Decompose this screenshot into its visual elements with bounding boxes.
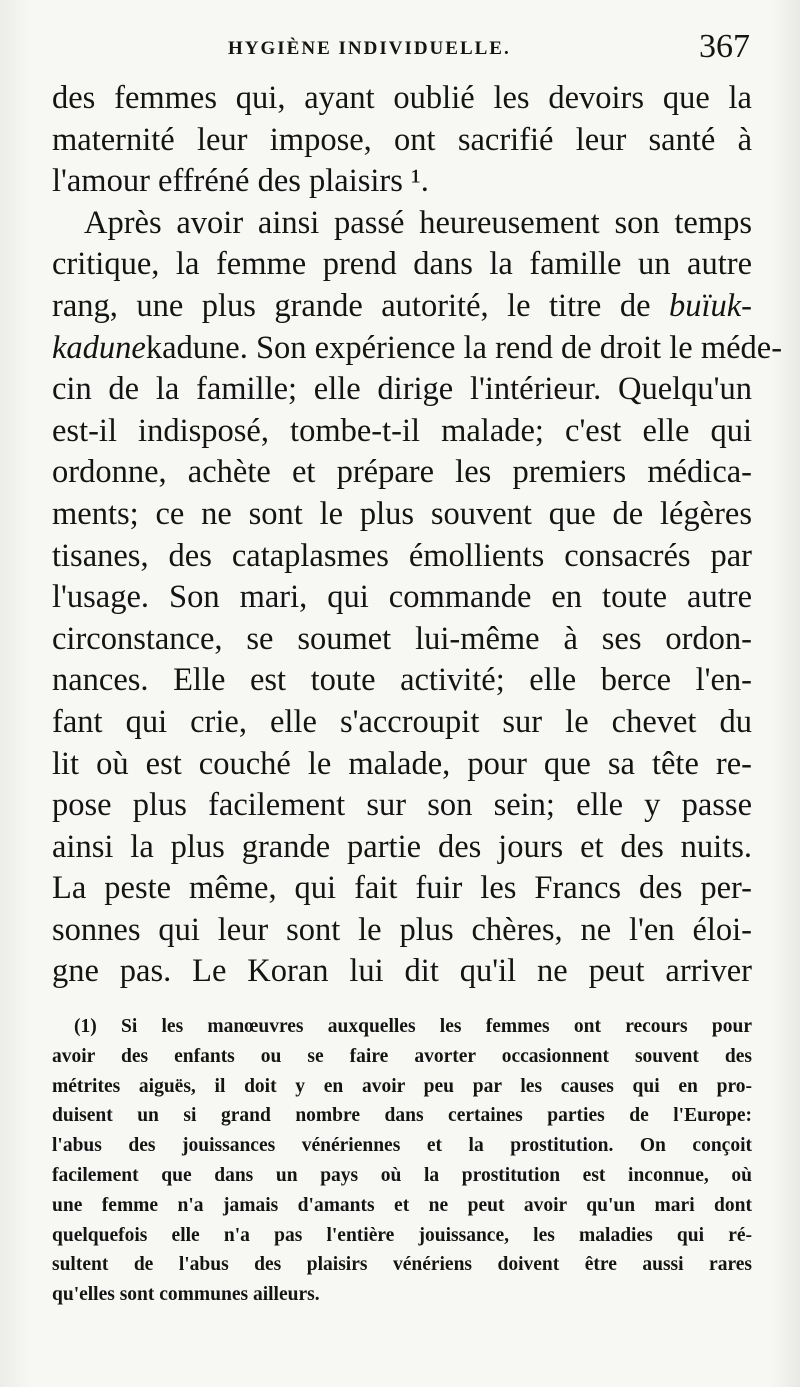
footnote-line: duisent un si grand nombre dans certaines parties de l'Europe: xyxy=(52,1105,752,1127)
text-line: pose plus facilement sur son sein; elle y passe xyxy=(52,787,752,824)
footnote-line: métrites aiguës, il doit y en avoir peu par les causes qui en pro- xyxy=(52,1075,752,1097)
page-number: 367 xyxy=(699,28,750,65)
italic-term: buïuk- xyxy=(668,287,752,324)
footnote-line: (1) Si les manœuvres auxquelles les femmes ont recours pour xyxy=(74,1016,752,1037)
text-line: lit où est couché le malade, pour que sa tête re- xyxy=(52,745,752,782)
text-line: ordonne, achète et prépare les premiers médica- xyxy=(52,454,752,491)
text-line: est-il indisposé, tombe-t-il malade; c'est elle qui xyxy=(52,412,752,449)
text-line: tisanes, des cataplasmes émollients consacrés par xyxy=(52,537,752,574)
text-line: gne pas. Le Koran lui dit qu'il ne peut arriver xyxy=(52,953,752,990)
text-line: nances. Elle est toute activité; elle berce l'en- xyxy=(52,662,752,699)
footnote-line: l'abus des jouissances vénériennes et la prostitution. On conçoit xyxy=(52,1135,752,1157)
text-line: l'amour effréné des plaisirs ¹. xyxy=(52,163,429,200)
text-line: fant qui crie, elle s'accroupit sur le chevet du xyxy=(52,703,752,740)
text-line-with-term xyxy=(52,286,752,328)
text-fragment: rang, une plus grande autorité, le titre de xyxy=(52,287,651,324)
text-line: ments; ce ne sont le plus souvent que de légères xyxy=(52,495,752,532)
footnote-line: facilement que dans un pays où la prostitution est inconnue, où xyxy=(52,1164,752,1186)
text-line: circonstance, se soumet lui-même à ses ordon- xyxy=(52,620,752,657)
footnote-line: une femme n'a jamais d'amants et ne peut avoir qu'un mari dont xyxy=(52,1194,752,1216)
text-line: l'usage. Son mari, qui commande en toute autre xyxy=(52,579,752,616)
text-line: sonnes qui leur sont le plus chères, ne l'en éloi- xyxy=(52,911,752,948)
text-fragment: kadune. Son expérience la rend de droit le méde- xyxy=(145,329,783,366)
text-line: critique, la femme prend dans la famille un autre xyxy=(52,246,752,283)
footnote-line: sultent de l'abus des plaisirs vénériens doivent être aussi rares xyxy=(52,1254,752,1276)
text-line: ainsi la plus grande partie des jours et des nuits. xyxy=(52,828,752,865)
main-text xyxy=(52,78,783,993)
footnote xyxy=(52,1012,752,1310)
footnote-line: avoir des enfants ou se faire avorter occasionnent souvent des xyxy=(52,1045,752,1067)
text-line: des femmes qui, ayant oublié les devoirs que la xyxy=(52,80,752,116)
text-line: La peste même, qui fait fuir les Francs des per- xyxy=(52,870,752,907)
footnote-line: quelquefois elle n'a pas l'entière jouissance, les maladies qui ré- xyxy=(52,1224,752,1246)
text-line: Après avoir ainsi passé heureusement son temps xyxy=(84,204,752,241)
footnote-line: qu'elles sont communes ailleurs. xyxy=(52,1284,320,1306)
italic-term-continued: kadune xyxy=(52,329,146,366)
text-line: maternité leur impose, ont sacrifié leur santé à xyxy=(52,121,752,158)
text-line-with-term xyxy=(52,328,783,370)
running-title: HYGIÈNE INDIVIDUELLE. xyxy=(228,38,511,59)
text-line: cin de la famille; elle dirige l'intérieur. Quelqu'un xyxy=(52,371,752,408)
